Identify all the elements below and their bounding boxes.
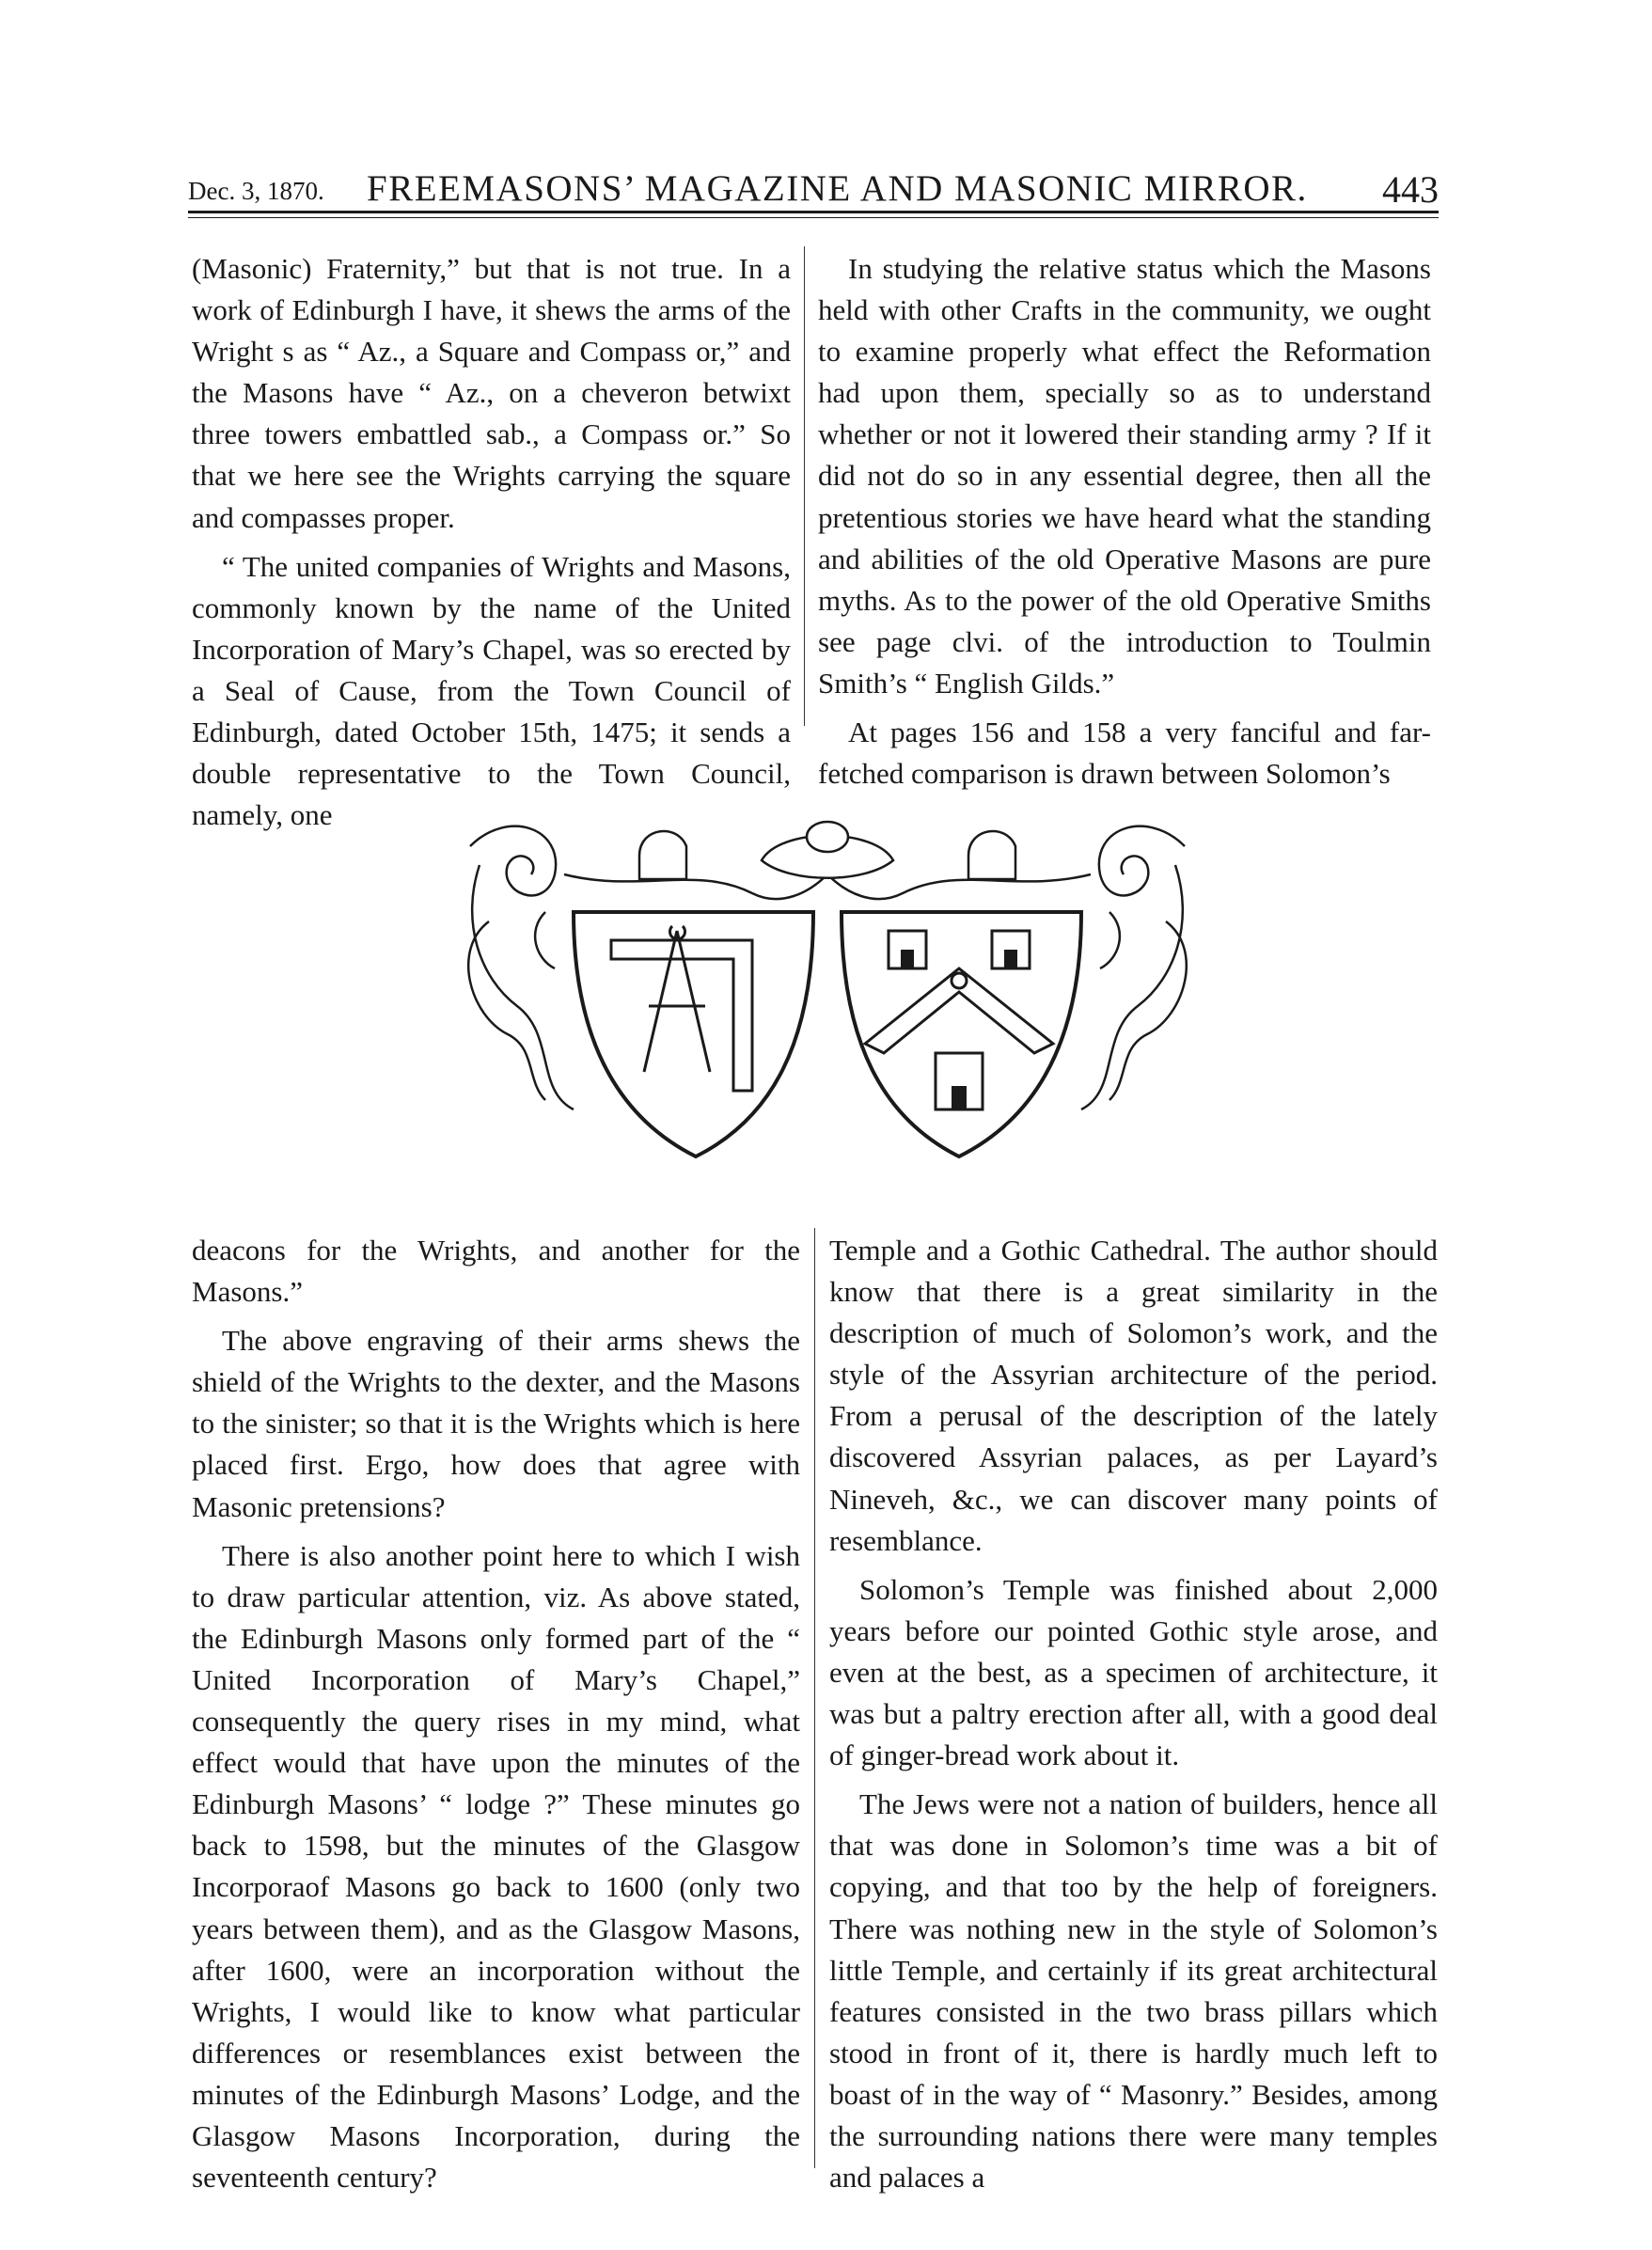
header-rule [188,211,1439,213]
paragraph: The above engraving of their arms shews the shield of the Wrights to the dexter, and the Masons to the sinister; so that it is the Wrights which is here placed first. Ergo, how does that agree with Masonic pretensions? [192,1324,800,1523]
paragraph: There is also another point here to which I wish to draw particular attention, viz. As above stated, the Edinburgh Masons only formed part of the “ United Incorporation of Mary’s Chapel,” consequently the query rises in my mind, what effect would that have upon the minutes of the Edinburgh Masons’ “ lodge ?” These minutes go back to 1598, but the minutes of the Glasgow Incorporaof Masons go back to 1600 (only two years between them), and as the Glasgow Masons, after 1600, were an incorporation without the Wrights, I would like to know what particular differences or resemblances exist between the minutes of the Edinburgh Masons’ Lodge, and the Glasgow Masons Incorporation, during the seventeenth century? [192,1538,800,2195]
lower-right-column [829,1230,1438,2198]
paragraph: The Jews were not a nation of builders, hence all that was done in Solomon’s time was a bit of copying, and that too by the help of foreigners. There was nothing new in the style of Solomon’s little Temple, and certainly if its great architectural features consisted in the two brass pillars which stood in front of it, there is hardly much left to boast of in the way of “ Masonry.” Besides, among the surrounding nations there were many temples and palaces a [829,1787,1438,2195]
page-number: 443 [1382,168,1439,211]
coat-of-arms-engraving [451,809,1204,1185]
header-rule-thin [188,217,1439,218]
column-divider [814,1228,815,2168]
paragraph: At pages 156 and 158 a very fanciful and far-fetched comparison is drawn between Solomon’s [818,716,1431,791]
issue-date: Dec. 3, 1870. [188,177,324,205]
column-divider [804,246,805,726]
paragraph: In studying the relative status which the Masons held with other Crafts in the community, we ought to examine properly what effect the Reformation had upon them, specially so as to understand whether or not it lowered their standing army ? If it did not do so in any essential degree, then all the pretentious stories we have heard what the standing and abilities of the old Operative Masons are pure myths. As to the power of the old Operative Smiths see page clvi. of the introduction to Toulmin Smith’s “ English Gilds.” [818,252,1431,700]
paragraph: Solomon’s Temple was finished about 2,000 years before our pointed Gothic style arose, and even at the best, as a specimen of architecture, it was but a paltry erection after all, with a good deal of ginger-bread work about it. [829,1572,1438,1772]
paragraph: “ The united companies of Wrights and Masons, commonly known by the name of the United Incorporation of Mary’s Chapel, was so erected by a Seal of Cause, from the Town Council of Edinburgh, dated October 15th, 1475; it sends a double representative to the Town Council, namely, one [192,549,791,832]
lower-left-column [192,1230,800,2198]
paragraph: Temple and a Gothic Cathedral. The author should know that there is a great similarity in the description of much of Solomon’s work, and the style of the Assyrian architecture of the period. From a perusal of the description of the lately discovered Assyrian palaces, as per Layard’s Nineveh, &c., we can discover many points of resemblance. [829,1234,1438,1557]
upper-right-column [818,248,1431,795]
paragraph: (Masonic) Fraternity,” but that is not true. In a work of Edinburgh I have, it shews the arms of the Wright s as “ Az., a Square and Compass or,” and the Masons have “ Az., on a cheveron betwixt three towers embattled sab., a Compass or.” So that we here see the Wrights carrying the square and compasses proper. [192,252,791,534]
paragraph: deacons for the Wrights, and another for the Masons.” [192,1234,800,1309]
magazine-title: FREEMASONS’ MAGAZINE AND MASONIC MIRROR. [367,168,1308,209]
upper-left-column [192,248,791,836]
running-header [188,132,1439,211]
